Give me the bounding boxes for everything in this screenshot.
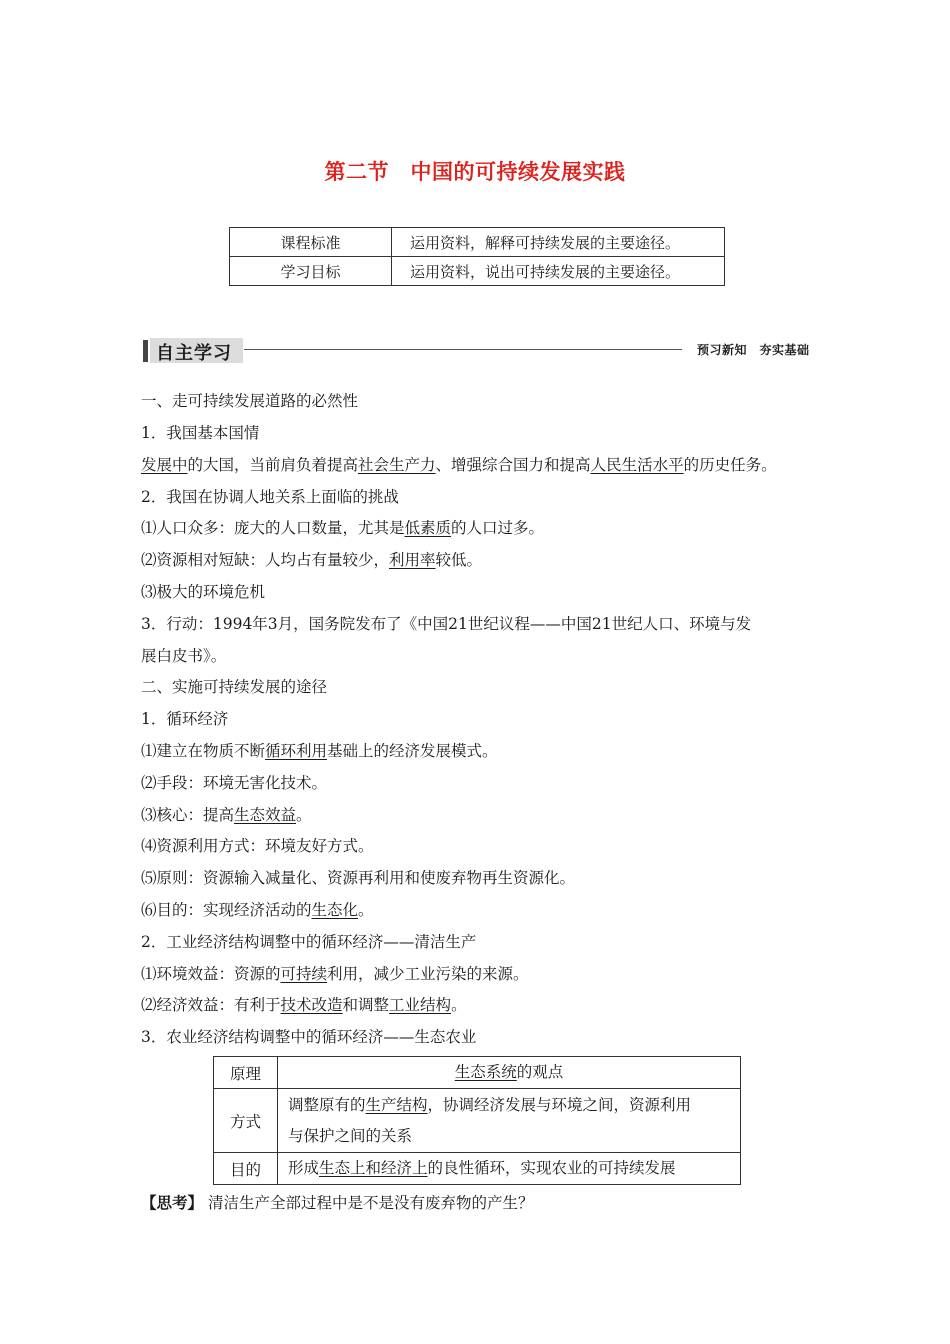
text-span: 形成 <box>288 1159 320 1177</box>
text-line <box>141 900 374 920</box>
subheading: 1．循环经济 <box>141 710 229 728</box>
heading-1: 一、走可持续发展道路的必然性 <box>141 392 359 410</box>
text-span: ⑵经济效益：有利于 <box>141 996 281 1014</box>
text-span: 。 <box>358 901 374 919</box>
table-row <box>214 1057 741 1089</box>
standard-value: 运用资料，解释可持续发展的主要途径。 <box>392 228 725 257</box>
text-line <box>141 741 498 761</box>
text-line: ⑶极大的环境危机 <box>141 583 266 601</box>
section-subtitle: 预习新知 夯实基础 <box>697 343 810 357</box>
standards-table <box>229 227 725 286</box>
text-span: 调整原有的 <box>288 1095 366 1114</box>
answer-blank: 工业结构 <box>389 996 452 1014</box>
text-line <box>141 518 544 538</box>
subheading: 1．我国基本国情 <box>141 424 260 442</box>
text-line: ⑸原则：资源输入减量化、资源再利用和使废弃物再生资源化。 <box>141 869 576 887</box>
text-span: ⑶核心：提高 <box>141 806 235 824</box>
table-row <box>214 1089 741 1153</box>
subheading: 2．工业经济结构调整中的循环经济——清洁生产 <box>141 933 477 951</box>
text-span: 利用，减少工业污染的来源。 <box>327 965 529 983</box>
row-key: 原理 <box>214 1057 278 1089</box>
answer-blank: 利用率 <box>389 551 436 569</box>
text-span: 的历史任务。 <box>683 456 777 474</box>
row-key: 目的 <box>214 1153 278 1185</box>
text-line: 3．行动：1994年3月，国务院发布了《中国21世纪议程——中国21世纪人口、环境与发 <box>141 615 752 633</box>
answer-blank: 可持续 <box>280 965 328 983</box>
answer-blank: 生产结构 <box>365 1095 428 1114</box>
subheading: 2．我国在协调人地关系上面临的挑战 <box>141 488 399 506</box>
text-span: ⑴环境效益：资源的 <box>141 965 281 983</box>
answer-blank: 生态系统 <box>454 1063 517 1081</box>
row-value <box>278 1057 741 1089</box>
standard-value: 运用资料，说出可持续发展的主要途径。 <box>392 257 725 286</box>
text-line <box>141 995 467 1015</box>
text-span: 基础上的经济发展模式。 <box>327 742 498 760</box>
text-span: 。 <box>451 996 467 1014</box>
table-row <box>230 228 725 257</box>
text-line <box>141 550 482 570</box>
text-span: 的良性循环，实现农业的可持续发展 <box>427 1159 676 1177</box>
standard-key: 学习目标 <box>230 257 392 286</box>
text-span: 。 <box>296 806 312 824</box>
text-line: ⑵手段：环境无害化技术。 <box>141 774 328 792</box>
text-line <box>141 805 312 825</box>
answer-blank: 发展中 <box>141 456 188 474</box>
table-row <box>230 257 725 286</box>
row-key: 方式 <box>214 1089 278 1153</box>
text-span: 较低。 <box>435 551 483 569</box>
row-value <box>278 1089 741 1153</box>
text-line: 展白皮书》。 <box>141 647 227 665</box>
text-line: ⑷资源利用方式：环境友好方式。 <box>141 837 374 855</box>
section-marker <box>143 340 148 362</box>
text-span: ，协调经济发展与环境之间，资源利用 <box>427 1095 692 1114</box>
eco-agriculture-table <box>213 1056 741 1185</box>
text-span: ⑹目的：实现经济活动的 <box>141 901 312 919</box>
text-span: 、增强综合国力和提高 <box>435 456 591 474</box>
answer-blank: 生态化 <box>311 901 359 919</box>
row-value <box>278 1153 741 1185</box>
page-title: 第二节 中国的可持续发展实践 <box>324 160 626 184</box>
text-line <box>141 964 529 984</box>
text-span: 的大国，当前肩负着提高 <box>187 456 359 474</box>
answer-blank: 循环利用 <box>265 742 328 760</box>
section-divider <box>244 349 682 350</box>
text-span: ⑴建立在物质不断 <box>141 742 266 760</box>
text-span: 的观点 <box>516 1063 564 1081</box>
text-span: 和调整 <box>342 996 390 1014</box>
think-text: 清洁生产全部过程中是不是没有废弃物的产生？ <box>207 1194 534 1212</box>
standard-key: 课程标准 <box>230 228 392 257</box>
answer-blank: 人民生活水平 <box>590 456 684 474</box>
table-row <box>214 1153 741 1185</box>
text-span: ⑵资源相对短缺：人均占有量较少， <box>141 551 390 569</box>
answer-blank: 生态效益 <box>234 806 297 824</box>
subheading: 3．农业经济结构调整中的循环经济——生态农业 <box>141 1028 477 1046</box>
text-span: 的人口过多。 <box>451 519 545 537</box>
section-title: 自主学习 <box>156 343 232 364</box>
heading-2: 二、实施可持续发展的途径 <box>141 678 328 696</box>
think-question <box>141 1191 533 1213</box>
text-span: ⑴人口众多：庞大的人口数量，尤其是 <box>141 519 405 537</box>
answer-blank: 技术改造 <box>280 996 343 1014</box>
answer-blank: 生态上和经济上 <box>319 1159 428 1177</box>
answer-blank: 低素质 <box>404 519 452 537</box>
text-line <box>141 455 777 475</box>
text-span: 与保护之间的关系 <box>288 1126 413 1145</box>
think-label: 【思考】 <box>141 1194 204 1212</box>
answer-blank: 社会生产力 <box>358 456 436 474</box>
